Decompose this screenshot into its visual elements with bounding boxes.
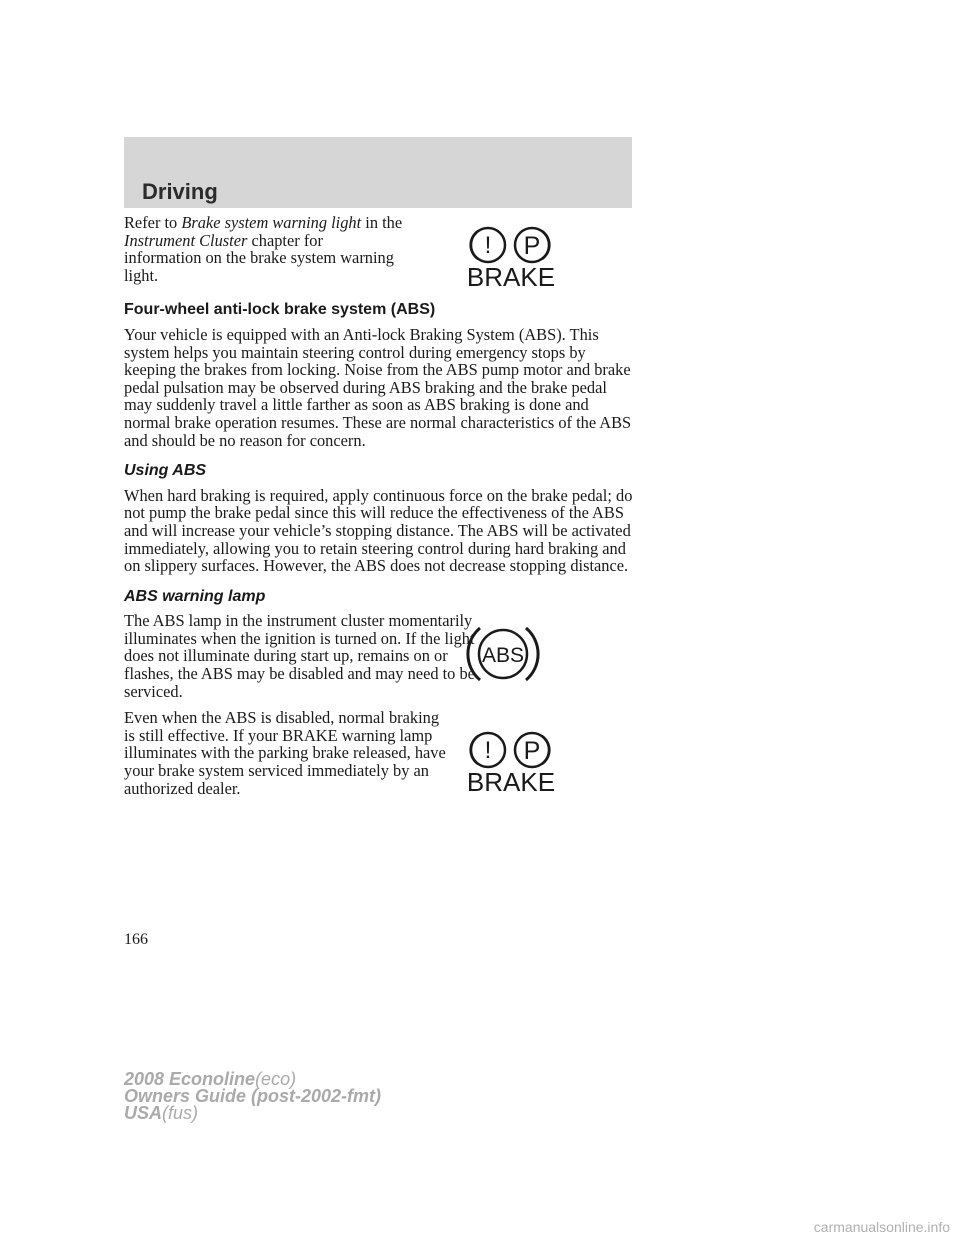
abs-section-body: Your vehicle is equipped with an Anti-lock Braking System (ABS). This system helps you maintain steering control during emergency stops by keeping the brakes from locking. Noise from the ABS pump motor and brake pedal pulsation may be observed during ABS braking and the brake pedal may suddenly travel a little farther as soon as ABS braking is done and normal brake operation resumes. These are normal characteristics of the ABS and should be no reason for concern. (124, 324, 632, 450)
brake-icon-park: P (523, 232, 541, 260)
abs-lamp-body-2: Even when the ABS is disabled, normal braking is still effective. If your BRAKE warning lamp illuminates with the parking brake released, have your brake system serviced immediately by an authorized dealer. (124, 708, 446, 798)
page-number: 166 (124, 931, 148, 948)
page-content (124, 214, 634, 797)
footer-model: 2008 Econoline (124, 1069, 256, 1089)
intro-suffix: chapter for information on the brake system warning light. (124, 230, 394, 285)
chapter-header-band (124, 137, 632, 208)
using-abs-heading: Using ABS (124, 462, 207, 480)
footer-market-code: (fus) (162, 1103, 199, 1123)
brake-icon-2-label: BRAKE (466, 767, 556, 796)
intro-middle: in the (361, 213, 403, 232)
footer-guide: Owners Guide (post-2002-fmt) (124, 1086, 382, 1106)
intro-chapter: Instrument Cluster (124, 230, 248, 250)
brake-icon-2-exclaim: ! (484, 737, 492, 764)
brake-icon-exclaim: ! (484, 232, 492, 259)
using-abs-body: When hard braking is required, apply continuous force on the brake pedal; do not pump the brake pedal since this will reduce the effectiveness of the ABS and will increase your vehicle’s stopping distance. The ABS will be activated immediately, allowing you to retain steering control during hard braking and on slippery surfaces. However, the ABS does not decrease stopping distance. (124, 485, 633, 576)
abs-lamp-heading: ABS warning lamp (124, 587, 266, 605)
intro-prefix: Refer to (124, 213, 182, 232)
abs-lamp-body-text: The ABS lamp in the instrument cluster momentarily illuminates when the ignition is turned on. If the light does not illuminate during start up, remains on or flashes, the ABS may be disabled and may need to be serviced. (124, 611, 475, 701)
abs-icon-label: ABS (481, 644, 525, 667)
footer-model-code: (eco) (255, 1069, 297, 1089)
brake-icon-label: BRAKE (466, 262, 556, 291)
intro-link-title: Brake system warning light (181, 213, 362, 232)
abs-section-heading: Four-wheel anti-lock brake system (ABS) (124, 301, 436, 319)
chapter-title: Driving (142, 179, 218, 204)
abs-lamp-body (124, 611, 475, 701)
watermark: carmanualsonline.info (813, 1219, 950, 1235)
intro-paragraph (124, 214, 404, 284)
brake-icon-2-park: P (523, 737, 541, 765)
footer-market: USA (124, 1103, 163, 1123)
footer (124, 1071, 381, 1122)
